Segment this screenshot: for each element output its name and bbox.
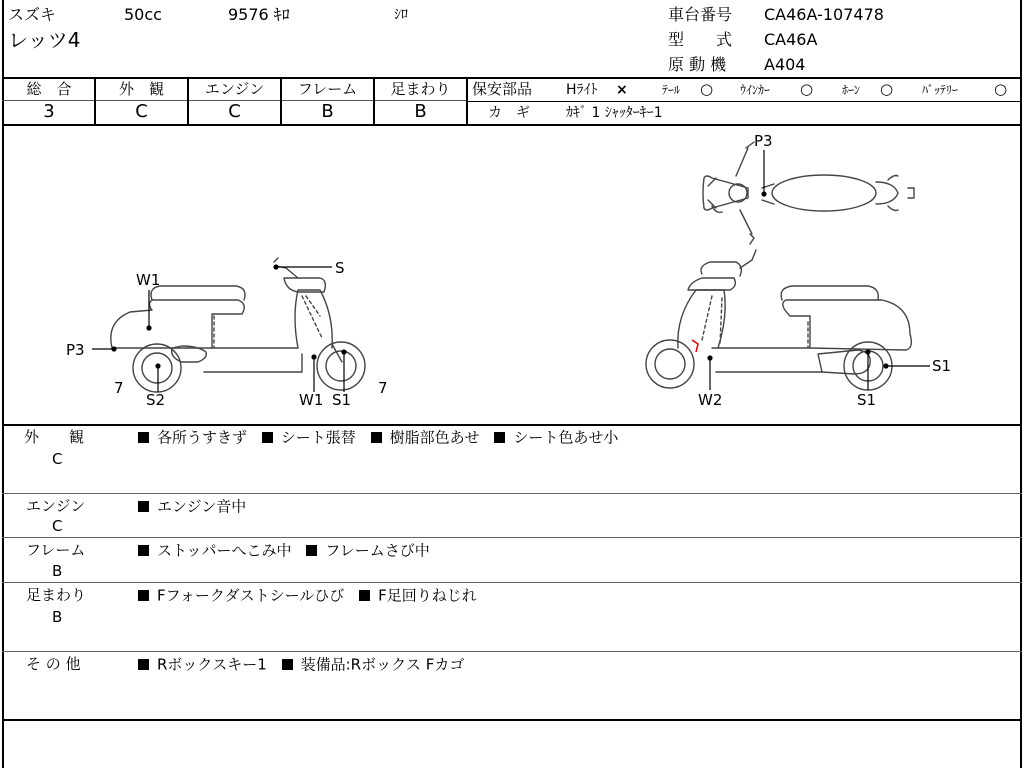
label-p3-top: P3 — [754, 132, 773, 150]
key-label: カ ギ — [488, 105, 530, 121]
label-w1-bottom: W1 — [299, 391, 324, 409]
bullet-icon — [282, 659, 293, 670]
note-item: 装備品:Rボックス Fカゴ — [300, 655, 465, 674]
scooter-right-side-view — [646, 238, 911, 390]
bullet-icon — [138, 501, 149, 512]
key-value: ｶｷﾞ 1 ｼｬｯﾀｰｷｰ1 — [566, 105, 663, 121]
note-items-engine — [136, 497, 246, 516]
color: ｼﾛ — [394, 7, 408, 23]
bullet-icon — [494, 432, 505, 443]
grade-label-suspension: 足まわり — [390, 80, 451, 98]
scooter-diagram-svg — [2, 126, 1022, 424]
safety-mark-headlight: × — [616, 82, 628, 98]
notes-divider — [2, 651, 1022, 652]
notes-divider — [2, 537, 1022, 538]
label-w1: W1 — [136, 271, 161, 289]
maker: スズキ — [8, 5, 57, 24]
damage-diagram — [2, 126, 1022, 424]
notes-divider — [2, 493, 1022, 494]
displacement: 50cc — [124, 5, 162, 24]
note-item: Rボックスキー1 — [157, 655, 267, 674]
note-grade-suspension: B — [52, 608, 63, 626]
notes-divider — [2, 582, 1022, 583]
grade-value-frame: B — [321, 101, 334, 122]
leader-lines — [92, 150, 930, 392]
note-category-exterior: 外 観 — [24, 428, 85, 446]
red-damage-mark — [692, 340, 698, 352]
grade-value-exterior: C — [135, 101, 148, 122]
safety-item-headlight: Hﾗｲﾄ — [566, 82, 598, 98]
bullet-icon — [138, 545, 149, 556]
label-7-right: 7 — [378, 379, 388, 397]
grade-table-top-border — [2, 77, 1022, 79]
engine-value: A404 — [764, 55, 806, 74]
bullet-icon — [138, 659, 149, 670]
safety-mark-tail: ○ — [700, 80, 714, 98]
grade-label-engine: エンジン — [204, 80, 265, 98]
safety-mark-horn: ○ — [880, 80, 894, 98]
note-grade-frame: B — [52, 562, 63, 580]
bullet-icon — [138, 432, 149, 443]
note-category-suspension: 足まわり — [26, 586, 87, 604]
label-s1-right-bottom: S1 — [857, 391, 877, 409]
grade-label-frame: フレーム — [297, 80, 358, 98]
label-p3-left: P3 — [66, 341, 85, 359]
note-category-other: そ の 他 — [26, 655, 81, 673]
grade-col-divider — [466, 78, 468, 125]
note-items-exterior — [136, 428, 618, 447]
label-s2: S2 — [146, 391, 166, 409]
frame-no: CA46A-107478 — [764, 5, 884, 24]
notes-top-border — [2, 424, 1022, 426]
label-w2: W2 — [698, 391, 723, 409]
bullet-icon — [359, 590, 370, 601]
mileage: 9576 ｷﾛ — [228, 5, 290, 24]
safety-label: 保安部品 — [472, 80, 533, 98]
note-items-other — [136, 655, 464, 674]
note-item: F足回りねじれ — [378, 586, 477, 605]
note-items-suspension — [136, 586, 477, 605]
bullet-icon — [262, 432, 273, 443]
bullet-icon — [138, 590, 149, 601]
note-item: Fフォークダストシールひび — [157, 586, 345, 605]
note-category-engine: エンジン — [26, 497, 86, 515]
bullet-icon — [371, 432, 382, 443]
note-item: 樹脂部色あせ — [389, 428, 480, 447]
notes-bottom-border — [2, 719, 1022, 721]
note-item: 各所うすきず — [157, 428, 248, 447]
label-s-top: S — [335, 259, 345, 277]
grade-label-exterior: 外 観 — [118, 80, 164, 98]
note-item: シート色あせ小 — [513, 428, 619, 447]
bullet-icon — [306, 545, 317, 556]
frame-no-label: 車台番号 — [668, 5, 733, 24]
safety-item-horn: ﾎｰﾝ — [842, 83, 861, 97]
note-grade-exterior: C — [52, 450, 63, 468]
model-name: レッツ4 — [8, 28, 81, 52]
scooter-top-view — [703, 142, 914, 238]
grade-value-engine: C — [228, 101, 241, 122]
grade-value-overall: 3 — [43, 101, 55, 122]
note-category-frame: フレーム — [26, 541, 86, 559]
note-items-frame — [136, 541, 430, 560]
safety-item-tail: ﾃｰﾙ — [662, 83, 681, 97]
type-value: CA46A — [764, 30, 818, 49]
note-item: ストッパーへこみ中 — [157, 541, 292, 560]
label-s1-right: S1 — [932, 357, 952, 375]
note-item: エンジン音中 — [157, 497, 247, 516]
label-7-left: 7 — [114, 379, 124, 397]
safety-mark-winker: ○ — [800, 80, 814, 98]
note-item: シート張替 — [280, 428, 356, 447]
note-item: フレームさび中 — [325, 541, 430, 560]
label-s1-bottom: S1 — [332, 391, 352, 409]
safety-item-winker: ｳｲﾝｶｰ — [740, 83, 771, 97]
grade-value-suspension: B — [414, 101, 427, 122]
safety-item-battery: ﾊﾞｯﾃﾘｰ — [922, 83, 959, 97]
safety-row-divider — [466, 101, 1022, 102]
safety-mark-battery: ○ — [994, 80, 1008, 98]
note-grade-engine: C — [52, 517, 63, 535]
grade-label-overall: 総 合 — [26, 80, 72, 98]
type-label: 型 式 — [668, 30, 733, 49]
engine-label: 原 動 機 — [668, 55, 727, 74]
